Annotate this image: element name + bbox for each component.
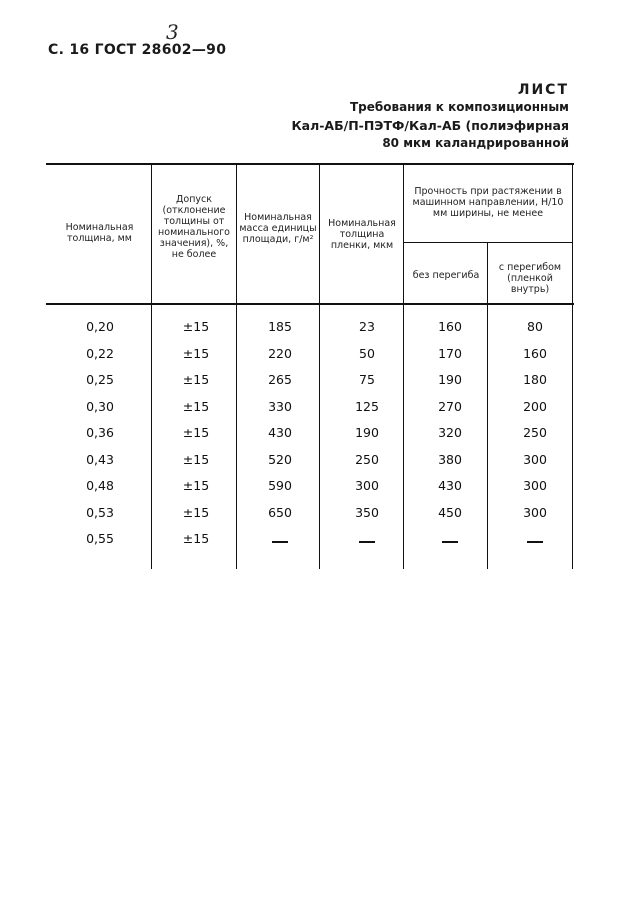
cell-thickness: 0,55 xyxy=(86,531,114,546)
cell-mass: 185 xyxy=(268,319,292,334)
cell-film: 300 xyxy=(355,478,379,493)
cell-thickness: 0,43 xyxy=(86,451,114,467)
cell-mass: 520 xyxy=(268,451,292,467)
header-strength-group: Прочность при растяжении в машинном направлении, Н/10 мм ширины, не менее xyxy=(412,186,564,219)
cell-film: 350 xyxy=(355,504,379,520)
header-with-bend: с перегибом (пленкой внутрь) xyxy=(498,262,562,295)
header-nominal-mass: Номинальная масса единицы площади, г/м² xyxy=(239,212,317,245)
cell-tolerance: ±15 xyxy=(182,478,210,493)
cell-mass: 430 xyxy=(268,425,292,440)
cell-thickness: 0,20 xyxy=(86,319,114,334)
cell-no-bend: 270 xyxy=(438,398,462,414)
sheet-title-line-1: Требования к композиционным xyxy=(349,100,569,114)
cell-thickness: 0,30 xyxy=(86,398,114,414)
cell-tolerance: ±15 xyxy=(182,345,210,361)
cell-thickness: 0,53 xyxy=(86,504,114,520)
cell-bend: 180 xyxy=(523,372,547,387)
cell-bend: 160 xyxy=(523,345,547,361)
header-without-bend: без перегиба xyxy=(412,270,480,281)
cell-mass: 590 xyxy=(268,478,292,493)
cell-mass-dash xyxy=(272,541,288,543)
sheet-title-line-2: Кал-АБ/П-ПЭТФ/Кал-АБ (полиэфирная xyxy=(291,118,569,133)
col-divider-4 xyxy=(403,164,404,569)
cell-no-bend: 450 xyxy=(438,504,462,520)
cell-mass: 265 xyxy=(268,372,292,387)
cell-film: 250 xyxy=(355,451,379,467)
cell-bend-dash xyxy=(527,541,543,543)
cell-film: 125 xyxy=(355,398,379,414)
col-divider-5 xyxy=(487,242,488,569)
col-divider-2 xyxy=(236,164,237,569)
cell-no-bend: 170 xyxy=(438,345,462,361)
cell-mass: 330 xyxy=(268,398,292,414)
cell-film: 23 xyxy=(359,319,375,334)
cell-no-bend: 160 xyxy=(438,319,462,334)
cell-tolerance: ±15 xyxy=(182,372,210,387)
cell-bend: 300 xyxy=(523,504,547,520)
header-nominal-thickness: Номинальная толщина, мм xyxy=(65,222,134,244)
cell-film: 190 xyxy=(355,425,379,440)
cell-bend: 80 xyxy=(527,319,543,334)
table-right-border xyxy=(572,164,573,569)
header-tolerance: Допуск (отклонение толщины от номинального значения), %, не более xyxy=(158,194,230,260)
cell-thickness: 0,25 xyxy=(86,372,114,387)
col-divider-1 xyxy=(151,164,152,569)
table-top-rule xyxy=(46,163,574,165)
cell-bend: 200 xyxy=(523,398,547,414)
cell-tolerance: ±15 xyxy=(182,319,210,334)
cell-tolerance: ±15 xyxy=(182,531,210,546)
cell-thickness: 0,22 xyxy=(86,345,114,361)
sheet-title-line-3: 80 мкм каландрированной xyxy=(382,136,569,150)
cell-no-bend: 380 xyxy=(438,451,462,467)
cell-no-bend-dash xyxy=(442,541,458,543)
cell-no-bend: 320 xyxy=(438,425,462,440)
cell-bend: 250 xyxy=(523,425,547,440)
cell-tolerance: ±15 xyxy=(182,398,210,414)
cell-film: 75 xyxy=(359,372,375,387)
header-bottom-rule xyxy=(46,303,574,305)
cell-film-dash xyxy=(359,541,375,543)
col-divider-3 xyxy=(319,164,320,569)
cell-bend: 300 xyxy=(523,451,547,467)
header-film-thickness: Номинальная толщина пленки, мкм xyxy=(328,218,396,251)
cell-thickness: 0,48 xyxy=(86,478,114,493)
handwritten-mark: 3 xyxy=(166,20,179,44)
cell-tolerance: ±15 xyxy=(182,451,210,467)
cell-thickness: 0,36 xyxy=(86,425,114,440)
cell-mass: 650 xyxy=(268,504,292,520)
cell-no-bend: 430 xyxy=(438,478,462,493)
page-reference: С. 16 ГОСТ 28602—90 xyxy=(48,42,227,58)
cell-film: 50 xyxy=(359,345,375,361)
cell-bend: 300 xyxy=(523,478,547,493)
cell-no-bend: 190 xyxy=(438,372,462,387)
cell-tolerance: ±15 xyxy=(182,504,210,520)
sheet-label: ЛИСТ xyxy=(517,82,569,98)
cell-tolerance: ±15 xyxy=(182,425,210,440)
cell-mass: 220 xyxy=(268,345,292,361)
